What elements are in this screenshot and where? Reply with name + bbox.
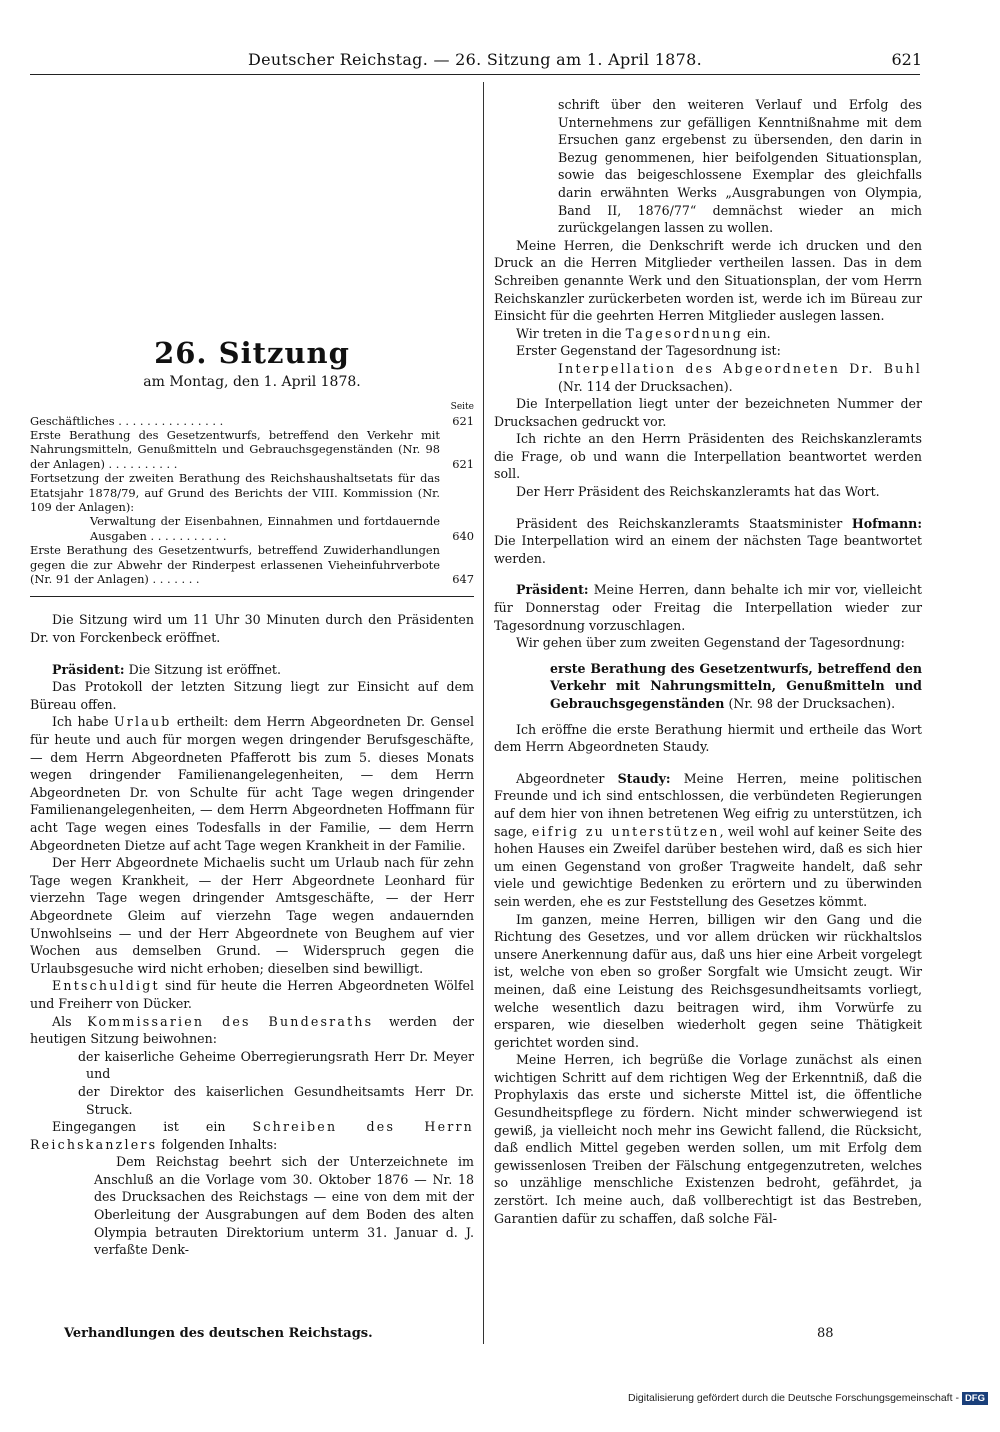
digitization-note: Digitalisierung gefördert durch die Deutsche Forschungsgemeinschaft - DFG [628, 1392, 988, 1405]
paragraph-opening: Die Sitzung wird um 11 Uhr 30 Minuten durch den Präsidenten Dr. von Forckenbeck eröffnet. [30, 612, 474, 646]
paragraph-protocol: Das Protokoll der letzten Sitzung liegt zur Einsicht auf dem Büreau offen. [30, 679, 474, 712]
toc-page: 647 [452, 572, 474, 587]
paragraph-letter-intro: Eingegangen ist ein Schreiben des Herrn Reichskanzlers folgenden Inhalts: [30, 1119, 474, 1152]
paragraph-president: Präsident: Die Sitzung ist eröffnet. [52, 661, 282, 677]
paragraph-letter-continued: schrift über den weiteren Verlauf und Erfolg des Unternehmens zur gefälligen Kenntnißnahme mit dem Ersuchen ganz ergebenst zu übersenden, den darin in Bezug genommenen, hier beifolgenden Situationsplan, sowie das beigeschlossene Exemplar des gleichfalls darin erwähnten Werks „Ausgrabungen von Olympia, Band II, 1876/77“ demnächst wieder an mich zurückgelangen lassen zu wollen. [558, 97, 922, 236]
paragraph-floor: Der Herr Präsident des Reichskanzleramts hat das Wort. [516, 484, 880, 500]
toc-entry: Geschäftliches . . . . . . . . . . . . . . . 621 [30, 413, 474, 428]
table-of-contents [30, 402, 474, 587]
paragraph-interpellation: Interpellation des Abgeordneten Dr. Buhl (Nr. 114 der Drucksachen). [558, 360, 922, 394]
paragraph-staudy-speech: Abgeordneter Staudy: Meine Herren, meine politischen Freunde und ich sind entschlossen, die verbündeten Regierungen auf dem hier von ihnen betretenen Weg eifrig zu unterstützen, ich sage, eifrig zu unterstützen, weil wohl auf keiner Seite des hohen Hauses ein Zweifel darüber bestehen wird, daß es sich hier um einen Gegenstand von großer Tragweite handelt, daß sehr viele und gewichtige Bedenken zu erörtern und zu überwinden sein werden, ehe es zur Feststellung des Gesetzes kömmt. [494, 770, 923, 909]
toc-entry: Erste Berathung des Gesetzentwurfs, betreffend Zuwiderhandlungen gegen die zur Abwehr der Rinderpest erlassenen Vieheinfuhrverbote (Nr. 91 der Anlagen) . . . . . . . 647 [30, 543, 474, 587]
commissioner-item: der Direktor des kaiserlichen Gesundheitsamts Herr Dr. Struck. [78, 1083, 474, 1117]
paragraph-agenda: Wir treten in die Tagesordnung ein. [516, 325, 771, 341]
speaker-name: Hofmann: [851, 515, 922, 531]
toc-page: 640 [452, 528, 474, 543]
paragraph-hofmann: Präsident des Reichskanzleramts Staatsminister Hofmann: Die Interpellation wird an einem der nächsten Tage beantwortet werden. [494, 515, 922, 566]
toc-entry: Fortsetzung der zweiten Berathung des Reichshaushaltsetats für das Etatsjahr 1878/79, auf Grund des Berichts der VIII. Kommission (Nr. 109 der Anlagen): [30, 471, 440, 515]
toc-page: 621 [452, 456, 474, 471]
running-header [30, 48, 920, 75]
paragraph-opening-debate: Ich eröffne die erste Berathung hiermit und ertheile das Wort dem Herrn Abgeordneten Staudy. [494, 721, 922, 755]
session-date: am Montag, den 1. April 1878. [143, 374, 361, 390]
paragraph-memorandum: Meine Herren, die Denkschrift werde ich drucken und den Druck an die Herren Mitglieder vertheilen lassen. Das in dem Schreiben genannte Werk und den Situationsplan, der vom Herrn Reichskanzler zurückerbeten worden ist, werde ich im Büreau zur Einsicht für die geehrten Herren Mitglieder auslegen lassen. [494, 237, 922, 324]
sheet-number: 88 [817, 1326, 834, 1341]
speaker-name: Staudy: [617, 770, 671, 786]
speaker-name: Präsident: [52, 661, 125, 677]
page-number: 621 [891, 50, 922, 69]
session-title: 26. Sitzung [154, 336, 350, 370]
toc-separator-rule [30, 596, 474, 597]
toc-page: 621 [452, 413, 474, 428]
paragraph-leave: Ich habe Urlaub ertheilt: dem Herrn Abgeordneten Dr. Gensel für heute und auch für morgen wegen dringender Berufsgeschäfte, — dem Herrn Abgeordneten Pfafferott bis zum 5. dieses Monats wegen dringender Familienangelegenheiten, — dem Herrn Abgeordneten Dr. von Schulte für acht Tage wegen dringender Familienangelegenheiten, — dem Herrn Abgeordneten Hoffmann für acht Tage wegen eines Todesfalls in der Familie, — dem Herrn Abgeordneten Dietze auf acht Tage wegen Krankheit in der Familie. [30, 714, 474, 853]
commissioner-item: der kaiserliche Geheime Oberregierungsrath Herr Dr. Meyer und [78, 1048, 474, 1082]
paragraph-leave-requests: Der Herr Abgeordnete Michaelis sucht um Urlaub nach für zehn Tage wegen Krankheit, — der Herr Abgeordnete Leonhard für vierzehn Tage wegen dringender Amtsgeschäfte, — der Herr Abgeordnete Gleim auf vierzehn Tage wegen andauernden Unwohlseins — und der Herr Abgeordnete von Beughem auf vier Wochen aus demselben Grund. — Widerspruch gegen die Urlaubsgesuche wird nicht erhoben; dieselben sind bewilligt. [30, 855, 474, 976]
paragraph-letter-body: Dem Reichstag beehrt sich der Unterzeichnete im Anschluß an die Vorlage vom 30. Oktober 1876 — Nr. 18 des Drucksachen des Reichstags — eine von dem mit der Oberleitung der Ausgrabungen auf dem Boden des alten Olympia betrauten Direktorium unterm 31. Januar d. J. verfaßte Denk- [94, 1154, 474, 1258]
paragraph-staudy-prophylaxis: Meine Herren, ich begrüße die Vorlage zunächst als einen wichtigen Schritt auf dem richtigen Weg der Erkenntniß, daß die Prophylaxis das erste und sicherste Mittel ist, die öffentliche Gesundheitspflege zu fördern. Nicht minder schwerwiegend ist gewiß, ja vielleicht noch mehr ins Gewicht fallend, die Rücksicht, daß endlich Mittel gegeben werden sollen, um mit Erfolg dem gewissenlosen Treiben der Fälschung entgegenzutreten, welches so unzählige menschliche Existenzen bedroht, gefährdet, ja zerstört. Ich meine auch, daß vollberechtigt ist das Bestreben, Garantien dafür zu schaffen, daß solche Fäl- [494, 1052, 922, 1226]
paragraph-bill-title: erste Berathung des Gesetzentwurfs, betreffend den Verkehr mit Nahrungsmitteln, Genußmitteln und Gebrauchsgegenständen (Nr. 98 der Drucksachen). [550, 660, 922, 711]
signature-line: Verhandlungen des deutschen Reichstags. [64, 1326, 373, 1341]
paragraph-first-item: Erster Gegenstand der Tagesordnung ist: [516, 343, 781, 359]
paragraph-second-item: Wir gehen über zum zweiten Gegenstand der Tagesordnung: [516, 635, 905, 651]
right-column [494, 96, 922, 1227]
paragraph-staudy-approval: Im ganzen, meine Herren, billigen wir den Gang und die Richtung des Gesetzes, und vor allem drücken wir rückhaltslos unsere Anerkennung dafür aus, daß uns hier eine Arbeit vorgelegt ist, welche von eben so großer Sorgfalt wie Umsicht zeugt. Wir meinen, daß eine Leistung des Reichsgesundheitsamts vorliegt, welche wesentlich dazu beitragen wird, ihm Vorwürfe zu ersparen, wie dieselben wiederholt gegen seine Thätigkeit gerichtet worden sind. [494, 911, 922, 1050]
toc-page-label: Seite [450, 401, 474, 412]
left-column [30, 90, 474, 1259]
toc-entry: Verwaltung der Eisenbahnen, Einnahmen und fortdauernde Ausgaben . . . . . . . . . . . 640 [90, 514, 474, 543]
running-title: Deutscher Reichstag. — 26. Sitzung am 1. April 1878. [247, 50, 702, 69]
toc-entry: Erste Berathung des Gesetzentwurfs, betreffend den Verkehr mit Nahrungsmitteln, Genußmitteln und Gebrauchsgegenständen (Nr. 98 der Anlagen) . . . . . . . . . . 621 [30, 428, 474, 471]
speaker-name: Präsident: [516, 582, 589, 598]
dfg-logo: DFG [962, 1392, 988, 1405]
paragraph-question: Ich richte an den Herrn Präsidenten des Reichskanzleramts die Frage, ob und wann die Interpellation beantwortet werden soll. [494, 431, 922, 482]
paragraph-excused: Entschuldigt sind für heute die Herren Abgeordneten Wölfel und Freiherr von Dücker. [30, 978, 474, 1011]
column-divider [483, 82, 484, 1344]
paragraph-interpellation-printed: Die Interpellation liegt unter der bezeichneten Nummer der Drucksachen gedruckt vor. [494, 396, 922, 429]
paragraph-president-reply: Präsident: Meine Herren, dann behalte ich mir vor, vielleicht für Donnerstag oder Freitag die Interpellation wieder zur Tagesordnung vorzuschlagen. [494, 582, 922, 633]
paragraph-commissioners: Als Kommissarien des Bundesraths werden der heutigen Sitzung beiwohnen: [30, 1013, 475, 1047]
